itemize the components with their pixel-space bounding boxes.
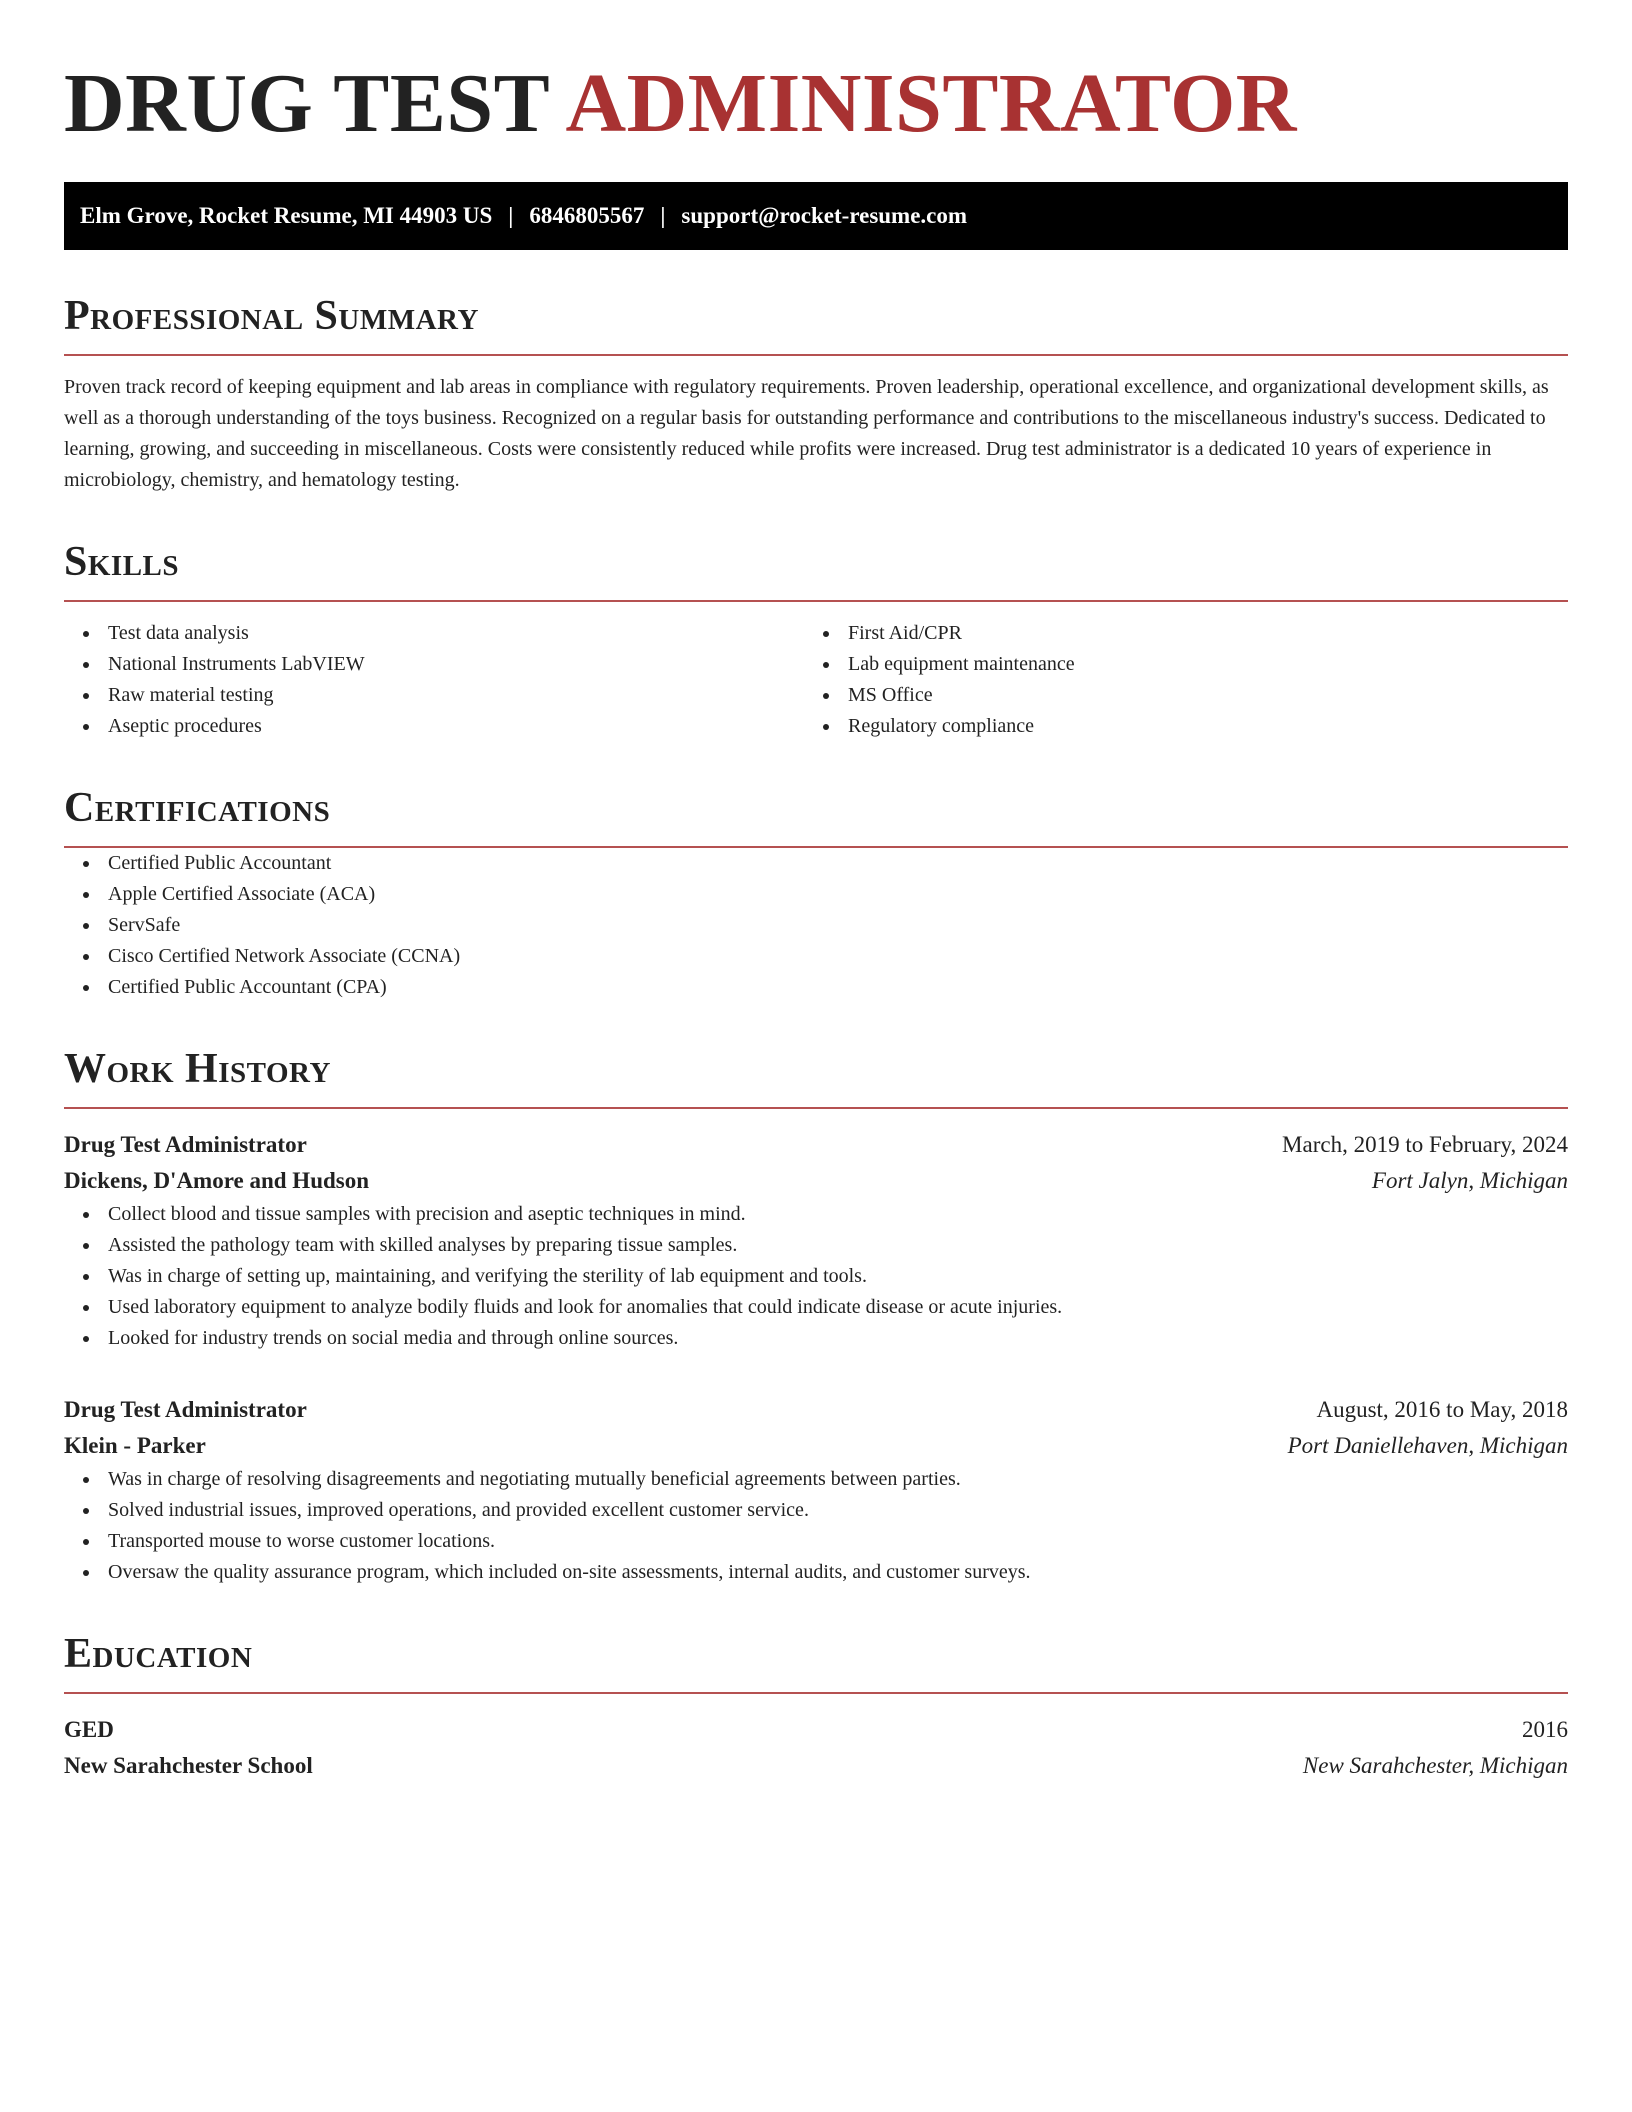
- job-entry: [64, 1392, 1568, 1588]
- contact-email: support@rocket-resume.com: [681, 203, 968, 228]
- certifications-section: [64, 782, 1568, 1003]
- certifications-heading: Certifications: [64, 785, 331, 831]
- skill-item: Lab equipment maintenance: [848, 649, 1544, 680]
- job-header-row: [64, 1127, 1568, 1163]
- skills-grid: [64, 618, 1568, 742]
- summary-section: [64, 290, 1568, 496]
- work-history-heading: Work History: [64, 1046, 331, 1092]
- name-last: ADMINISTRATOR: [565, 57, 1297, 150]
- education-header-row: [64, 1712, 1568, 1748]
- job-duty: Assisted the pathology team with skilled analyses by preparing tissue samples.: [108, 1230, 1568, 1261]
- certification-item: Apple Certified Associate (ACA): [108, 879, 1568, 910]
- skills-column-left: [64, 618, 804, 742]
- job-duty: Used laboratory equipment to analyze bodily fluids and look for anomalies that could indicate disease or acute injuries.: [108, 1292, 1568, 1323]
- work-history-section: [64, 1043, 1568, 1588]
- job-duty: Looked for industry trends on social media and through online sources.: [108, 1323, 1568, 1354]
- job-duties-list: [64, 1199, 1568, 1354]
- job-company-row: [64, 1428, 1568, 1464]
- contact-bar: [64, 182, 1568, 250]
- job-company-row: [64, 1163, 1568, 1199]
- job-duty: Was in charge of setting up, maintaining, and verifying the sterility of lab equipment and tools.: [108, 1261, 1568, 1292]
- skills-heading: Skills: [64, 539, 180, 585]
- education-school-row: [64, 1748, 1568, 1784]
- skills-list-right: [804, 618, 1544, 742]
- job-duty: Oversaw the quality assurance program, which included on-site assessments, internal audits, and customer surveys.: [108, 1557, 1568, 1588]
- certification-item: Certified Public Accountant (CPA): [108, 972, 1568, 1003]
- skill-item: National Instruments LabVIEW: [108, 649, 804, 680]
- education-heading: Education: [64, 1631, 253, 1677]
- contact-separator: |: [508, 203, 514, 228]
- skill-item: Regulatory compliance: [848, 711, 1544, 742]
- job-entry: [64, 1127, 1568, 1354]
- contact-separator: |: [660, 203, 666, 228]
- job-company: Klein - Parker: [64, 1433, 206, 1458]
- certification-item: ServSafe: [108, 910, 1568, 941]
- certification-item: Certified Public Accountant: [108, 848, 1568, 879]
- contact-phone: 6846805567: [529, 203, 645, 228]
- education-location: New Sarahchester, Michigan: [1302, 1753, 1568, 1778]
- skill-item: Raw material testing: [108, 680, 804, 711]
- summary-text: Proven track record of keeping equipment and lab areas in compliance with regulatory requirements. Proven leadership, operational excellence, and organizational development skills, as well as a thorough understanding of the toys business. Recognized on a regular basis for outstanding performance and contributions to the miscellaneous industry's success. Dedicated to learning, growing, and succeeding in miscellaneous. Costs were consistently reduced while profits were increased. Drug test administrator is a dedicated 10 years of experience in microbiology, chemistry, and hematology testing.: [64, 376, 1549, 491]
- contact-address: Elm Grove, Rocket Resume, MI 44903 US: [80, 203, 493, 228]
- job-header-row: [64, 1392, 1568, 1428]
- skill-item: MS Office: [848, 680, 1544, 711]
- section-divider: [64, 600, 1568, 602]
- job-title: Drug Test Administrator: [64, 1132, 307, 1157]
- job-location: Port Daniellehaven, Michigan: [1287, 1433, 1568, 1458]
- education-year: 2016: [1522, 1717, 1568, 1742]
- education-degree: GED: [64, 1717, 114, 1742]
- job-dates: August, 2016 to May, 2018: [1316, 1397, 1568, 1422]
- certifications-list: [64, 848, 1568, 1003]
- education-entry: [64, 1712, 1568, 1784]
- job-duty: Was in charge of resolving disagreements and negotiating mutually beneficial agreements between parties.: [108, 1464, 1568, 1495]
- certification-item: Cisco Certified Network Associate (CCNA): [108, 941, 1568, 972]
- job-duty: Collect blood and tissue samples with precision and aseptic techniques in mind.: [108, 1199, 1568, 1230]
- education-section: [64, 1628, 1568, 1784]
- job-company: Dickens, D'Amore and Hudson: [64, 1168, 370, 1193]
- job-title: Drug Test Administrator: [64, 1397, 307, 1422]
- skills-section: [64, 536, 1568, 742]
- section-divider: [64, 1107, 1568, 1109]
- section-divider: [64, 1692, 1568, 1694]
- skill-item: First Aid/CPR: [848, 618, 1544, 649]
- skill-item: Aseptic procedures: [108, 711, 804, 742]
- skill-item: Test data analysis: [108, 618, 804, 649]
- job-duty: Transported mouse to worse customer locations.: [108, 1526, 1568, 1557]
- job-duty: Solved industrial issues, improved operations, and provided excellent customer service.: [108, 1495, 1568, 1526]
- job-dates: March, 2019 to February, 2024: [1282, 1132, 1568, 1157]
- summary-heading: Professional Summary: [64, 293, 479, 339]
- section-divider: [64, 354, 1568, 356]
- education-school: New Sarahchester School: [64, 1753, 313, 1778]
- job-location: Fort Jalyn, Michigan: [1371, 1168, 1568, 1193]
- skills-list-left: [64, 618, 804, 742]
- name-first: DRUG TEST: [64, 57, 549, 150]
- job-duties-list: [64, 1464, 1568, 1588]
- skills-column-right: [804, 618, 1544, 742]
- resume-name: [64, 56, 1568, 152]
